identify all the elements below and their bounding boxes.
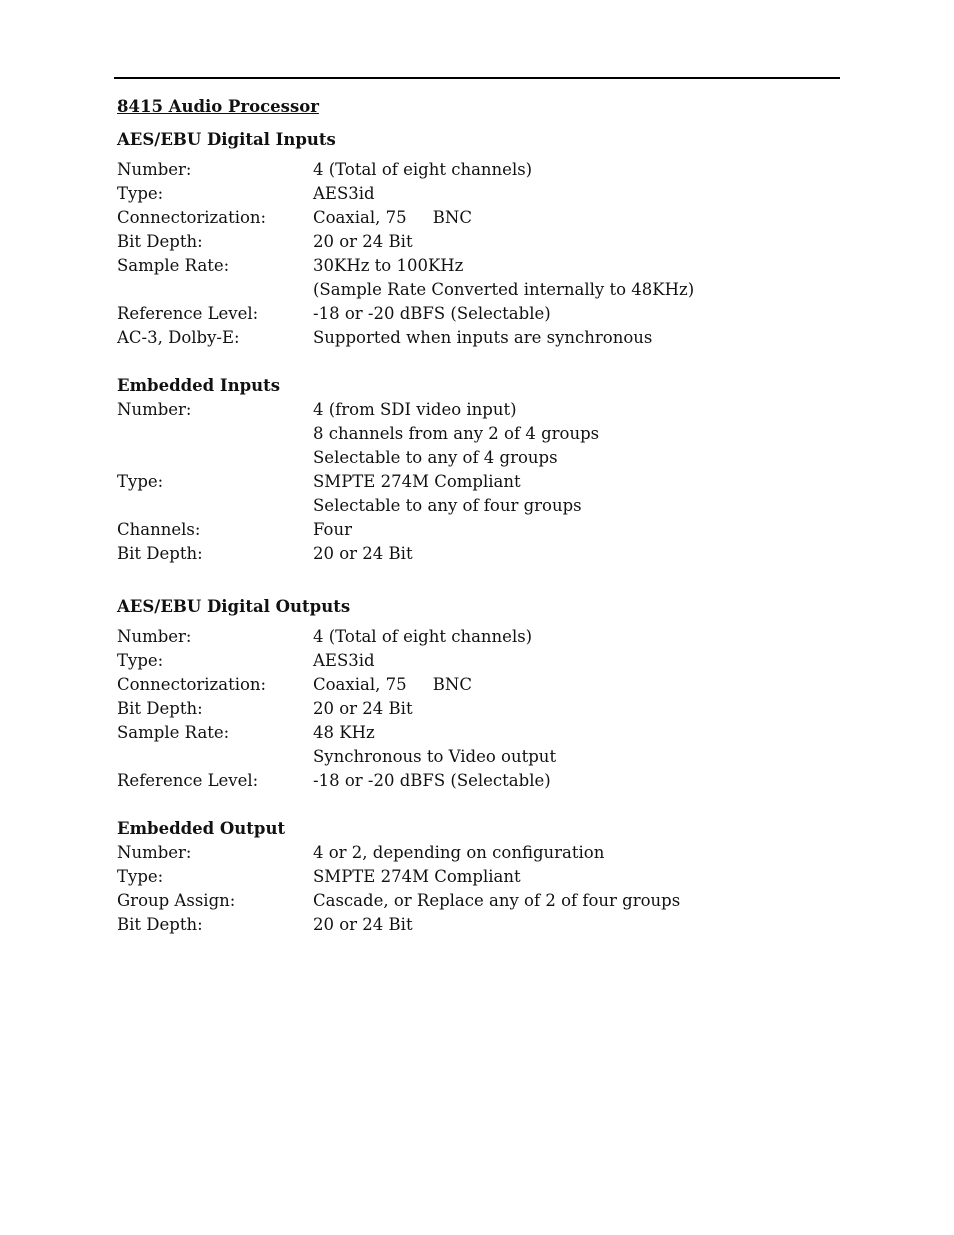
spec-value: Selectable to any of four groups	[313, 496, 582, 515]
spec-value: SMPTE 274M Compliant	[313, 867, 521, 886]
spec-label: Bit Depth:	[117, 544, 203, 563]
spec-label: Connectorization:	[117, 208, 267, 227]
spec-label	[117, 745, 313, 769]
spec-row	[117, 278, 817, 302]
spec-section	[117, 374, 817, 566]
spec-value: 8 channels from any 2 of 4 groups	[313, 424, 600, 443]
spec-label: Number:	[117, 400, 192, 419]
spec-label: Channels:	[117, 520, 201, 539]
spec-label: Type:	[117, 651, 164, 670]
spec-value: 4 (Total of eight channels)	[313, 160, 533, 179]
spec-label: Type:	[117, 472, 164, 491]
section-heading: AES/EBU Digital Outputs	[117, 597, 351, 616]
spec-label: Number:	[117, 843, 192, 862]
spec-label	[117, 494, 313, 518]
spec-value: 4 (from SDI video input)	[313, 400, 517, 419]
spec-value: Selectable to any of 4 groups	[313, 448, 558, 467]
spec-value: -18 or -20 dBFS (Selectable)	[313, 771, 551, 790]
spec-row	[117, 302, 817, 326]
spec-row	[117, 745, 817, 769]
spec-value: 20 or 24 Bit	[313, 232, 413, 251]
spec-value: 48 KHz	[313, 723, 375, 742]
spec-section	[117, 128, 817, 350]
spec-sheet	[117, 96, 817, 937]
spec-row	[117, 326, 817, 350]
spec-section	[117, 595, 817, 793]
spec-label: Connectorization:	[117, 675, 267, 694]
header-rule	[114, 77, 840, 79]
spec-label: Reference Level:	[117, 304, 259, 323]
spec-row	[117, 446, 817, 470]
spec-row	[117, 494, 817, 518]
section-heading: Embedded Inputs	[117, 376, 281, 395]
spec-row	[117, 649, 817, 673]
spec-row	[117, 841, 817, 865]
spec-row	[117, 769, 817, 793]
spec-label	[117, 446, 313, 470]
spec-row	[117, 721, 817, 745]
spec-label: Bit Depth:	[117, 699, 203, 718]
spec-value: SMPTE 274M Compliant	[313, 472, 521, 491]
spec-label: Type:	[117, 867, 164, 886]
spec-row	[117, 206, 817, 230]
spec-row	[117, 398, 817, 422]
spec-value: Coaxial, 75 BNC	[313, 208, 472, 227]
spec-row	[117, 697, 817, 721]
spec-label: Sample Rate:	[117, 256, 230, 275]
spec-row	[117, 230, 817, 254]
spec-row	[117, 865, 817, 889]
spec-label	[117, 422, 313, 446]
spec-value: 20 or 24 Bit	[313, 544, 413, 563]
section-heading: AES/EBU Digital Inputs	[117, 130, 336, 149]
spec-row	[117, 542, 817, 566]
spec-row	[117, 913, 817, 937]
spec-row	[117, 254, 817, 278]
spec-value: (Sample Rate Converted internally to 48KHz)	[313, 280, 695, 299]
spec-label: AC-3, Dolby-E:	[117, 328, 240, 347]
spec-value: Four	[313, 520, 352, 539]
spec-row	[117, 158, 817, 182]
spec-label: Reference Level:	[117, 771, 259, 790]
spec-value: 30KHz to 100KHz	[313, 256, 464, 275]
spec-label: Type:	[117, 184, 164, 203]
spec-value: Cascade, or Replace any of 2 of four groups	[313, 891, 681, 910]
spec-value: AES3id	[313, 184, 375, 203]
spec-value: 20 or 24 Bit	[313, 699, 413, 718]
spec-label: Group Assign:	[117, 891, 236, 910]
spec-label: Number:	[117, 160, 192, 179]
spec-label: Sample Rate:	[117, 723, 230, 742]
spec-value: 20 or 24 Bit	[313, 915, 413, 934]
spec-label	[117, 278, 313, 302]
section-heading: Embedded Output	[117, 819, 286, 838]
spec-row	[117, 889, 817, 913]
spec-value: Coaxial, 75 BNC	[313, 675, 472, 694]
spec-label: Bit Depth:	[117, 232, 203, 251]
spec-value: -18 or -20 dBFS (Selectable)	[313, 304, 551, 323]
spec-row	[117, 182, 817, 206]
spec-label: Number:	[117, 627, 192, 646]
spec-row	[117, 673, 817, 697]
spec-row	[117, 518, 817, 542]
spec-value: Synchronous to Video output	[313, 747, 557, 766]
spec-label: Bit Depth:	[117, 915, 203, 934]
spec-value: AES3id	[313, 651, 375, 670]
spec-value: 4 or 2, depending on configuration	[313, 843, 605, 862]
spec-sections	[117, 128, 817, 937]
spec-row	[117, 422, 817, 446]
document-title: 8415 Audio Processor	[117, 97, 319, 116]
spec-row	[117, 625, 817, 649]
spec-value: 4 (Total of eight channels)	[313, 627, 533, 646]
spec-value: Supported when inputs are synchronous	[313, 328, 653, 347]
spec-row	[117, 470, 817, 494]
spec-section	[117, 817, 817, 937]
